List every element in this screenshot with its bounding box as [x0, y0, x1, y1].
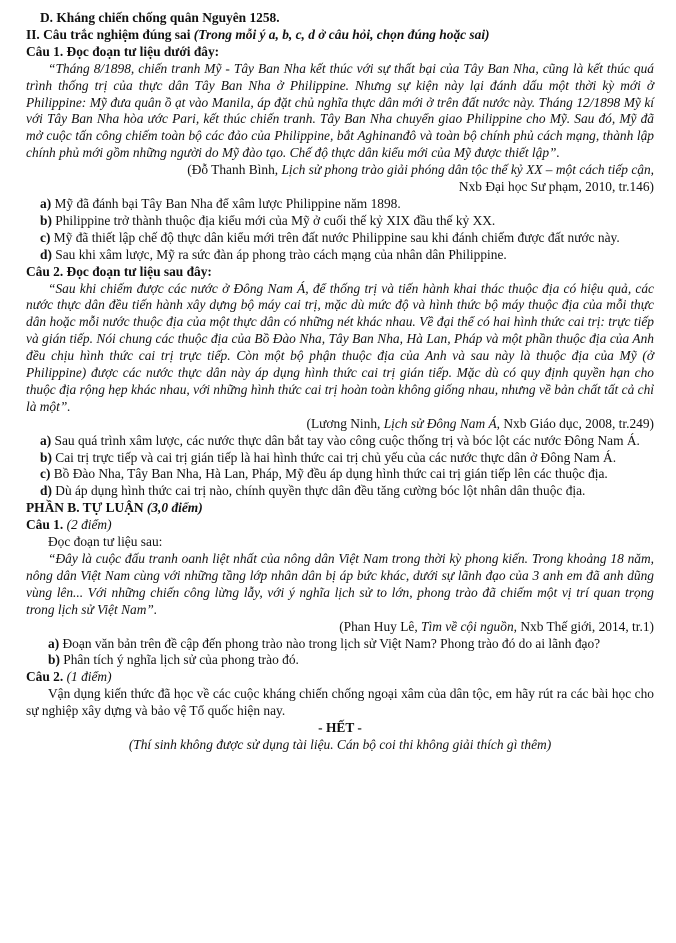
part-b-q1-heading	[26, 517, 654, 534]
q2-option-b-label: b)	[40, 449, 52, 465]
q2-option-b-text: Cai trị trực tiếp và cai trị gián tiếp là hai hình thức cai trị chủ yếu của các nước thực dân ở Đông Nam Á.	[51, 449, 617, 465]
q1-option-b-text: Philippine trở thành thuộc địa kiểu mới của Mỹ ở cuối thế kỷ XIX đầu thế kỷ XX.	[51, 212, 496, 228]
part-b-points: (3,0 điểm)	[146, 500, 203, 516]
part-b-q1-source-publisher: , Nxb Thế giới, 2014, tr.1)	[513, 618, 654, 634]
part-b-q2-points: (1 điểm)	[66, 669, 112, 685]
q1-option-b	[26, 213, 654, 230]
part-b-q2-title: Câu 2.	[26, 669, 67, 685]
q1-source-author: (Đỗ Thanh Bình,	[187, 162, 282, 178]
part-b-q1-points: (2 điểm)	[66, 517, 112, 533]
q2-option-d-label: d)	[40, 483, 52, 499]
part-b-q1-title: Câu 1.	[26, 517, 67, 533]
q2-source-author: (Lương Ninh,	[306, 415, 384, 431]
section-2-heading	[26, 27, 654, 44]
q1-option-c	[26, 230, 654, 247]
q2-option-d	[26, 483, 654, 500]
q2-title: Câu 2. Đọc đoạn tư liệu sau đây:	[26, 263, 212, 279]
q2-option-b	[26, 450, 654, 467]
q2-source	[26, 416, 654, 433]
q1-option-d	[26, 247, 654, 264]
part-b-q1-quote: “Đây là cuộc đấu tranh oanh liệt nhất của nông dân Việt Nam trong thời kỳ phong kiến. Trong khoảng 18 năm, nông dân Việt Nam cùng với những tầng lớp nhân dân bị áp bức khác, dưới sự lãnh đạo của 3 anh em đã anh dũng vùng lên... Với những chiến công lừng lẫy, với ý nghĩa lịch sử to lớn, phong trào đã chiếm một vị trí quan trọng trong lịch sử Việt Nam”.	[26, 551, 654, 617]
q2-option-a-text: Sau quá trình xâm lược, các nước thực dân bắt tay vào công cuộc thống trị và bóc lột các nước Đông Nam Á.	[51, 432, 640, 448]
q1-option-b-label: b)	[40, 212, 52, 228]
part-b-q1-task-b-text: Phân tích ý nghĩa lịch sử của phong trào đó.	[59, 652, 299, 668]
part-b-q2-heading	[26, 669, 654, 686]
end-mark: - HẾT -	[318, 720, 362, 736]
q1-source	[26, 162, 654, 179]
part-b-q1-task-b-label: b)	[48, 652, 60, 668]
part-b-q1-intro: Đọc đoạn tư liệu sau:	[48, 534, 163, 550]
q2-source-publisher: , Nxb Giáo dục, 2008, tr.249)	[496, 415, 654, 431]
part-b-heading	[26, 500, 654, 517]
q1-option-d-label: d)	[40, 246, 52, 262]
part-b-q1-source	[26, 619, 654, 636]
part-b-q1-source-title: Tìm về cội nguồn	[421, 618, 514, 634]
q2-option-a-label: a)	[40, 432, 52, 448]
q1-option-d-text: Sau khi xâm lược, Mỹ ra sức đàn áp phong trào cách mạng của nhân dân Philippine.	[51, 246, 507, 262]
q2-option-d-text: Dù áp dụng hình thức cai trị nào, chính quyền thực dân đều tăng cường bóc lột nhân dân thuộc địa.	[51, 483, 586, 499]
part-b-q1-source-author: (Phan Huy Lê,	[339, 618, 422, 634]
q1-option-a-label: a)	[40, 195, 52, 211]
answer-option-d: D. Kháng chiến chống quân Nguyên 1258.	[40, 10, 280, 25]
part-b-title: PHẦN B. TỰ LUẬN	[26, 500, 147, 516]
footer-note: (Thí sinh không được sử dụng tài liệu. Cán bộ coi thi không giải thích gì thêm)	[128, 736, 552, 752]
part-b-q1-task-a-text: Đoạn văn bản trên đề cập đến phong trào nào trong lịch sử Việt Nam? Phong trào đó do ai lãnh đạo?	[59, 635, 601, 651]
part-b-q1-task-a-label: a)	[48, 635, 60, 651]
q2-source-title: Lịch sử Đông Nam Á	[383, 415, 497, 431]
q2-option-c-label: c)	[40, 466, 51, 482]
q2-option-c-text: Bồ Đào Nha, Tây Ban Nha, Hà Lan, Pháp, Mỹ đều áp dụng hình thức cai trị gián tiếp lên các thuộc địa.	[50, 466, 608, 482]
q2-quote: “Sau khi chiếm được các nước ở Đông Nam Á, để thống trị và tiến hành khai thác thuộc địa có hiệu quả, các nước thực dân đều tiến hành xây dựng bộ máy cai trị, mặc dù mức độ và hình thức bộ máy thuộc địa của mỗi thực dân hoặc mỗi nước thuộc địa của một thực dân có những nét khác nhau. Về đại thể có hai hình thức cai trị: trực tiếp và gián tiếp. Nói chung các thuộc địa của Bồ Đào Nha, Tây Ban Nha, Hà Lan, Pháp và một phần thuộc địa của Anh đều chịu hình thức cai trị trực tiếp. Còn một bộ phận thuộc địa của Anh và sau này là thuộc địa của Mỹ (ở Philippine) được các nước thực dân này áp dụng hình thức cai trị gián tiếp. Mặc dù có quy định quyền hạn cho thuộc địa rộng hẹp khác nhau, với những hình thức cai trị hoàn toàn không giống nhau, nhưng về bản chất tất cả chỉ là một”.	[26, 280, 654, 414]
part-b-q1-task-b	[26, 652, 654, 669]
section-2-note: (Trong mỗi ý a, b, c, d ở câu hỏi, chọn đúng hoặc sai)	[193, 26, 490, 42]
q1-title: Câu 1. Đọc đoạn tư liệu dưới đây:	[26, 43, 220, 59]
q1-option-a-text: Mỹ đã đánh bại Tây Ban Nha để xâm lược Philippine năm 1898.	[51, 195, 401, 211]
q1-quote: “Tháng 8/1898, chiến tranh Mỹ - Tây Ban Nha kết thúc với sự thất bại của Tây Ban Nha, cũng là kết thúc quá trình thống trị của thực dân Tây Ban Nha ở Philippine. Nhưng sự kiện này lại đánh dấu một thời kỳ mới ở Philippine: Mỹ đưa quân ồ ạt vào Manila, áp đặt chủ nghĩa thực dân mới ở trên đất nước này. Tháng 12/1898 Mỹ kí với Tây Ban Nha hòa ước Pari, kết thúc chiến tranh. Tây Ban Nha chuyển giao Philippine cho Mỹ. Sau đó, Mỹ đã mở cuộc tấn công chiếm toàn bộ các đảo của Philippine, bắt Aghinanđô và toàn bộ chính phủ cách mạng, thành lập chính phủ mới gồm những người do Mỹ đào tạo. Chế độ thực dân kiểu mới của Mỹ được thiết lập”.	[26, 60, 654, 161]
part-b-q1-task-a	[26, 636, 654, 653]
q1-source-title: Lịch sử phong trào giải phóng dân tộc thế kỷ XX – một cách tiếp cận,	[281, 162, 654, 178]
q2-option-a	[26, 433, 654, 450]
q2-option-c	[26, 466, 654, 483]
section-2-title: II. Câu trắc nghiệm đúng sai	[26, 26, 194, 42]
part-b-q2-text: Vận dụng kiến thức đã học về các cuộc kháng chiến chống ngoại xâm của dân tộc, em hãy rút ra các bài học cho sự nghiệp xây dựng và bảo vệ Tổ quốc hiện nay.	[26, 686, 654, 719]
q1-option-c-text: Mỹ đã thiết lập chế độ thực dân kiểu mới trên đất nước Philippine sau khi đánh chiếm được đất nước này.	[50, 229, 620, 245]
q1-option-c-label: c)	[40, 229, 51, 245]
q1-source-line2: Nxb Đại học Sư phạm, 2010, tr.146)	[458, 179, 654, 195]
q1-option-a	[26, 196, 654, 213]
